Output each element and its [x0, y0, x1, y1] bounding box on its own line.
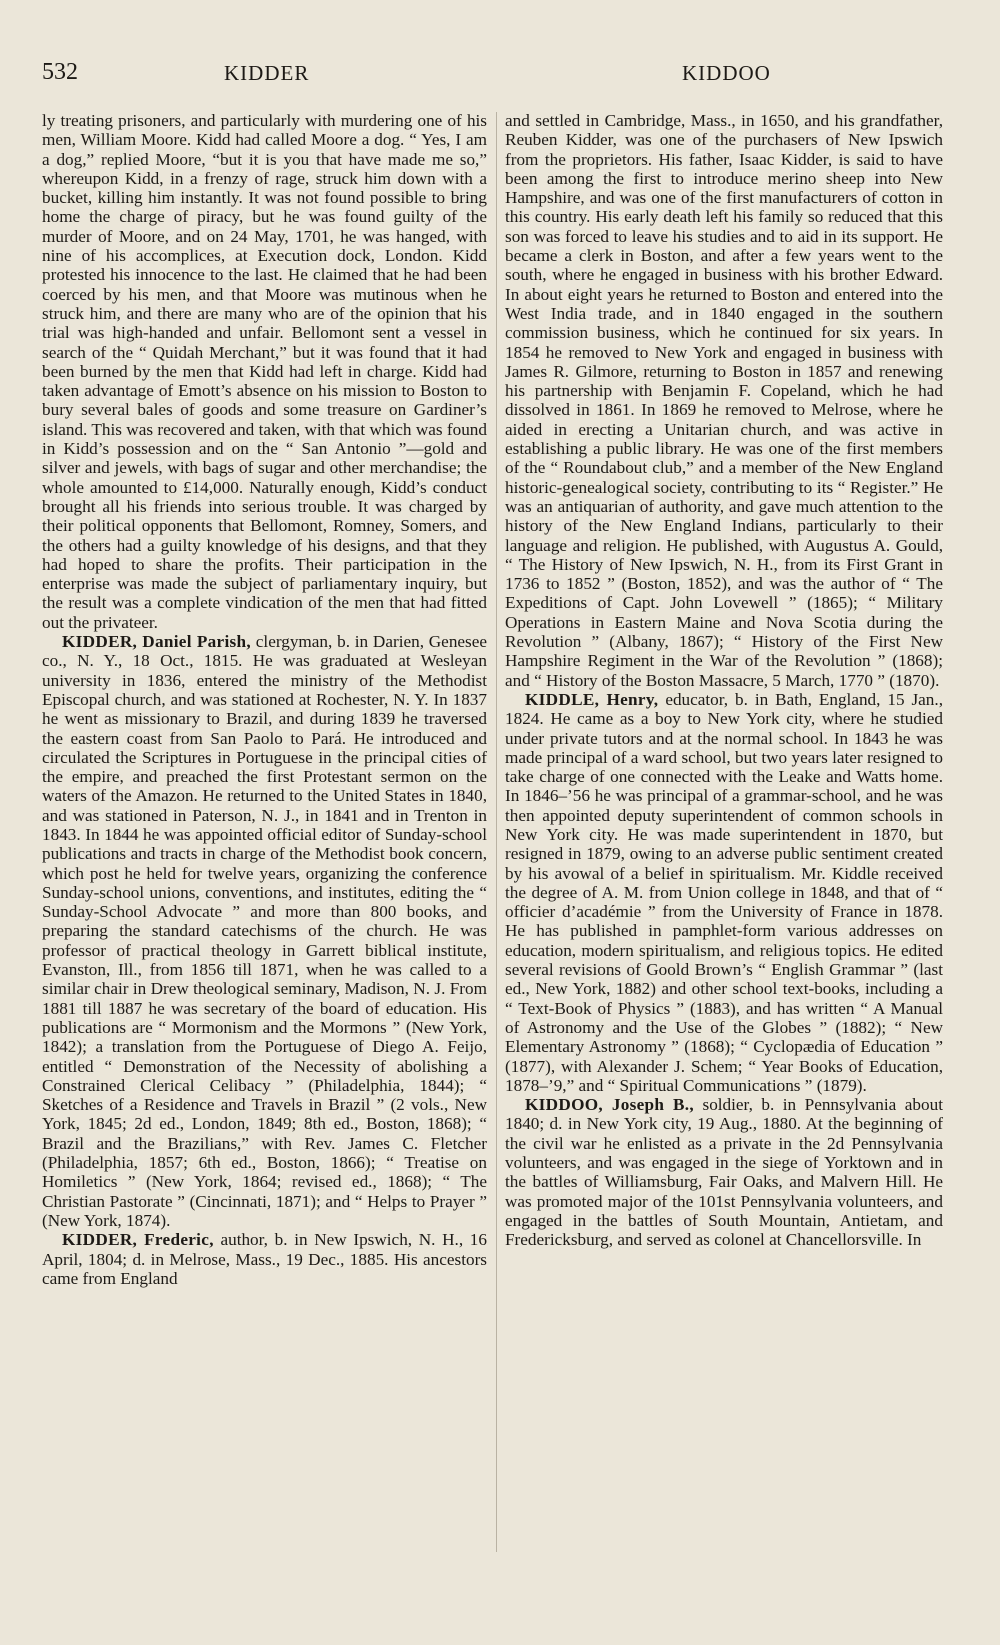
- column-divider: [496, 112, 497, 1552]
- continued-entry-text: ly treating prisoners, and particularly with murdering one of his men, William Moore. Kidd had called Moore a dog. “ Yes, I am a dog,” replied Moore, “but it is you that have made me so,” whereupon Kidd, in a frenzy of rage, struck him down with a bucket, killing him instantly. It was not found possible to bring home the charge of piracy, but he was found guilty of the murder of Moore, and on 24 May, 1701, he was hanged, with nine of his accomplices, at Execution dock, London. Kidd protested his innocence to the last. He claimed that he had been coerced by his men, and that Moore was mutinous when he struck him, and there are many who are of the opinion that his trial was high-handed and unfair. Bellomont sent a vessel in search of the “ Quidah Merchant,” but it was found that it had been burned by the men that Kidd had left in charge. Kidd had taken advantage of Emott’s absence on his mission to Boston to bury several bales of goods and some treasure on Gardiner’s island. This was recovered and taken, with that which was found in Kidd’s possession and on the “ San Antonio ”—gold and silver and jewels, with bags of sugar and other merchandise; the whole amounted to £14,000. Naturally enough, Kidd’s conduct brought all his friends into serious trouble. It was charged by their political opponents that Bellomont, Romney, Somers, and the others had a guilty knowledge of his designs, and that they had hoped to share the profits. Their participation in the enterprise was made the subject of parliamentary inquiry, but the result was a complete vindication of the men that had fitted out the privateer.: [42, 111, 487, 632]
- entry-headword: KIDDER, Frederic,: [62, 1230, 214, 1250]
- entry-kidder-daniel: [42, 632, 487, 1230]
- page-number: 532: [42, 59, 78, 85]
- entry-body: soldier, b. in Pennsylvania about 1840; d. in New York city, 19 Aug., 1880. At the beginning of the civil war he enlisted as a private in the 2d Pennsylvania volunteers, and was engaged in the siege of Yorktown and in the battles of Williamsburg, Fair Oaks, and Malvern Hill. He was promoted major of the 101st Pennsylvania volunteers, and engaged in the battles of South Mountain, Antietam, and Fredericksburg, and served as colonel at Chancellorsville. In: [505, 1095, 943, 1250]
- entry-kidder-frederic: [42, 1230, 487, 1288]
- entry-body: author, b. in New Ipswich, N. H., 16 April, 1804; d. in Melrose, Mass., 19 Dec., 1885. His ancestors came from England: [42, 1230, 487, 1288]
- entry-headword: KIDDLE, Henry,: [525, 689, 659, 709]
- entry-body: clergyman, b. in Darien, Genesee co., N. Y., 18 Oct., 1815. He was graduated at Wesleyan university in 1836, entered the ministry of the Methodist Episcopal church, and was stationed at Rochester, N. Y. In 1837 he went as missionary to Brazil, and during 1839 he traversed the eastern coast from San Paolo to Pará. He introduced and circulated the Scriptures in Portuguese in the principal cities of the empire, and preached the first Protestant sermon on the waters of the Amazon. He returned to the United States in 1840, and was stationed in Paterson, N. J., in 1841 and in Trenton in 1843. In 1844 he was appointed official editor of Sunday-school publications and tracts in charge of the Methodist book concern, which post he held for twelve years, organizing the conference Sunday-school unions, conventions, and institutes, editing the “ Sunday-School Advocate ” and more than 800 books, and preparing the standard catechisms of the church. He was professor of practical theology in Garrett biblical institute, Evanston, Ill., from 1856 till 1871, when he was called to a similar chair in Drew theological seminary, Madison, N. J. From 1881 till 1887 he was secretary of the board of education. His publications are “ Mormonism and the Mormons ” (New York, 1842); a translation from the Portuguese of Diego A. Feijo, entitled “ Demonstration of the Necessity of abolishing a Constrained Clerical Celibacy ” (Philadelphia, 1844); “ Sketches of a Residence and Travels in Brazil ” (2 vols., New York, 1845; 2d ed., London, 1849; 8th ed., Boston, 1868); “ Brazil and the Brazilians,” with Rev. James C. Fletcher (Philadelphia, 1857; 6th ed., Boston, 1866); “ Treatise on Homiletics ” (New York, 1864; revised ed., 1868); “ The Christian Pastorate ” (Cincinnati, 1871); and “ Helps to Prayer ” (New York, 1874).: [42, 632, 487, 1230]
- entry-kiddle-henry: [505, 690, 943, 1095]
- running-head-left: KIDDER: [224, 61, 310, 85]
- continued-entry-text: and settled in Cambridge, Mass., in 1650, and his grandfather, Reuben Kidder, was one of the purchasers of New Ipswich from the proprietors. His father, Isaac Kidder, is said to have been among the first to introduce merino sheep into New Hampshire, and was one of the first manufacturers of cotton in this country. His early death left his family so reduced that this son was forced to leave his studies and to aid in its support. He became a clerk in Boston, and after a few years went to the south, where he engaged in business with his brother Edward. In about eight years he returned to Boston and entered into the West India trade, and in 1840 engaged in the southern commission business, which he continued for six years. In 1854 he removed to New York and engaged in business with James R. Gilmore, returning to Boston in 1857 and renewing his partnership with Benjamin F. Copeland, which he had dissolved in 1861. In 1869 he removed to Melrose, where he aided in erecting a Unitarian church, and was active in establishing a public library. He was one of the first members of the “ Roundabout club,” and a member of the New England historic-genealogical society, contributing to its “ Register.” He was an antiquarian of authority, and gave much attention to the history of the New England Indians, particularly to their language and religion. He published, with Augustus A. Gould, “ The History of New Ipswich, N. H., from its First Grant in 1736 to 1852 ” (Boston, 1852), and was the author of “ The Expeditions of Capt. John Lovewell ” (1865); “ Military Operations in Eastern Maine and Nova Scotia during the Revolution ” (Albany, 1867); “ History of the First New Hampshire Regiment in the War of the Revolution ” (1868); and “ History of the Boston Massacre, 5 March, 1770 ” (1870).: [505, 111, 943, 690]
- running-head-right: KIDDOO: [682, 61, 771, 85]
- entry-body: educator, b. in Bath, England, 15 Jan., 1824. He came as a boy to New York city, where he studied under private tutors and at the normal school. In 1843 he was made principal of a ward school, but two years later resigned to take charge of one connected with the Leake and Watts home. In 1846–’56 he was principal of a grammar-school, and he was then appointed deputy superintendent of common schools in New York city. He was made superintendent in 1870, but resigned in 1879, owing to an adverse public sentiment created by his avowal of a belief in spiritualism. Mr. Kiddle received the degree of A. M. from Union college in 1848, and that of “ officier d’académie ” from the University of France in 1878. He has published in pamphlet-form various addresses on education, modern spiritualism, and religious topics. He edited several revisions of Goold Brown’s “ English Grammar ” (last ed., New York, 1882) and other school text-books, including a “ Text-Book of Physics ” (1883), and has written “ A Manual of Astronomy and the Use of the Globes ” (1882); “ New Elementary Astronomy ” (1868); “ Cyclopædia of Education ” (1877), with Alexander J. Schem; “ Year Books of Education, 1878–’9,” and “ Spiritual Communications ” (1879).: [505, 689, 943, 1095]
- entry-kiddoo-joseph: [505, 1095, 943, 1249]
- right-column: [505, 111, 943, 1250]
- entry-headword: KIDDER, Daniel Parish,: [62, 632, 252, 652]
- left-column: [42, 111, 487, 1288]
- entry-headword: KIDDOO, Joseph B.,: [525, 1095, 694, 1115]
- page-header: [42, 55, 771, 87]
